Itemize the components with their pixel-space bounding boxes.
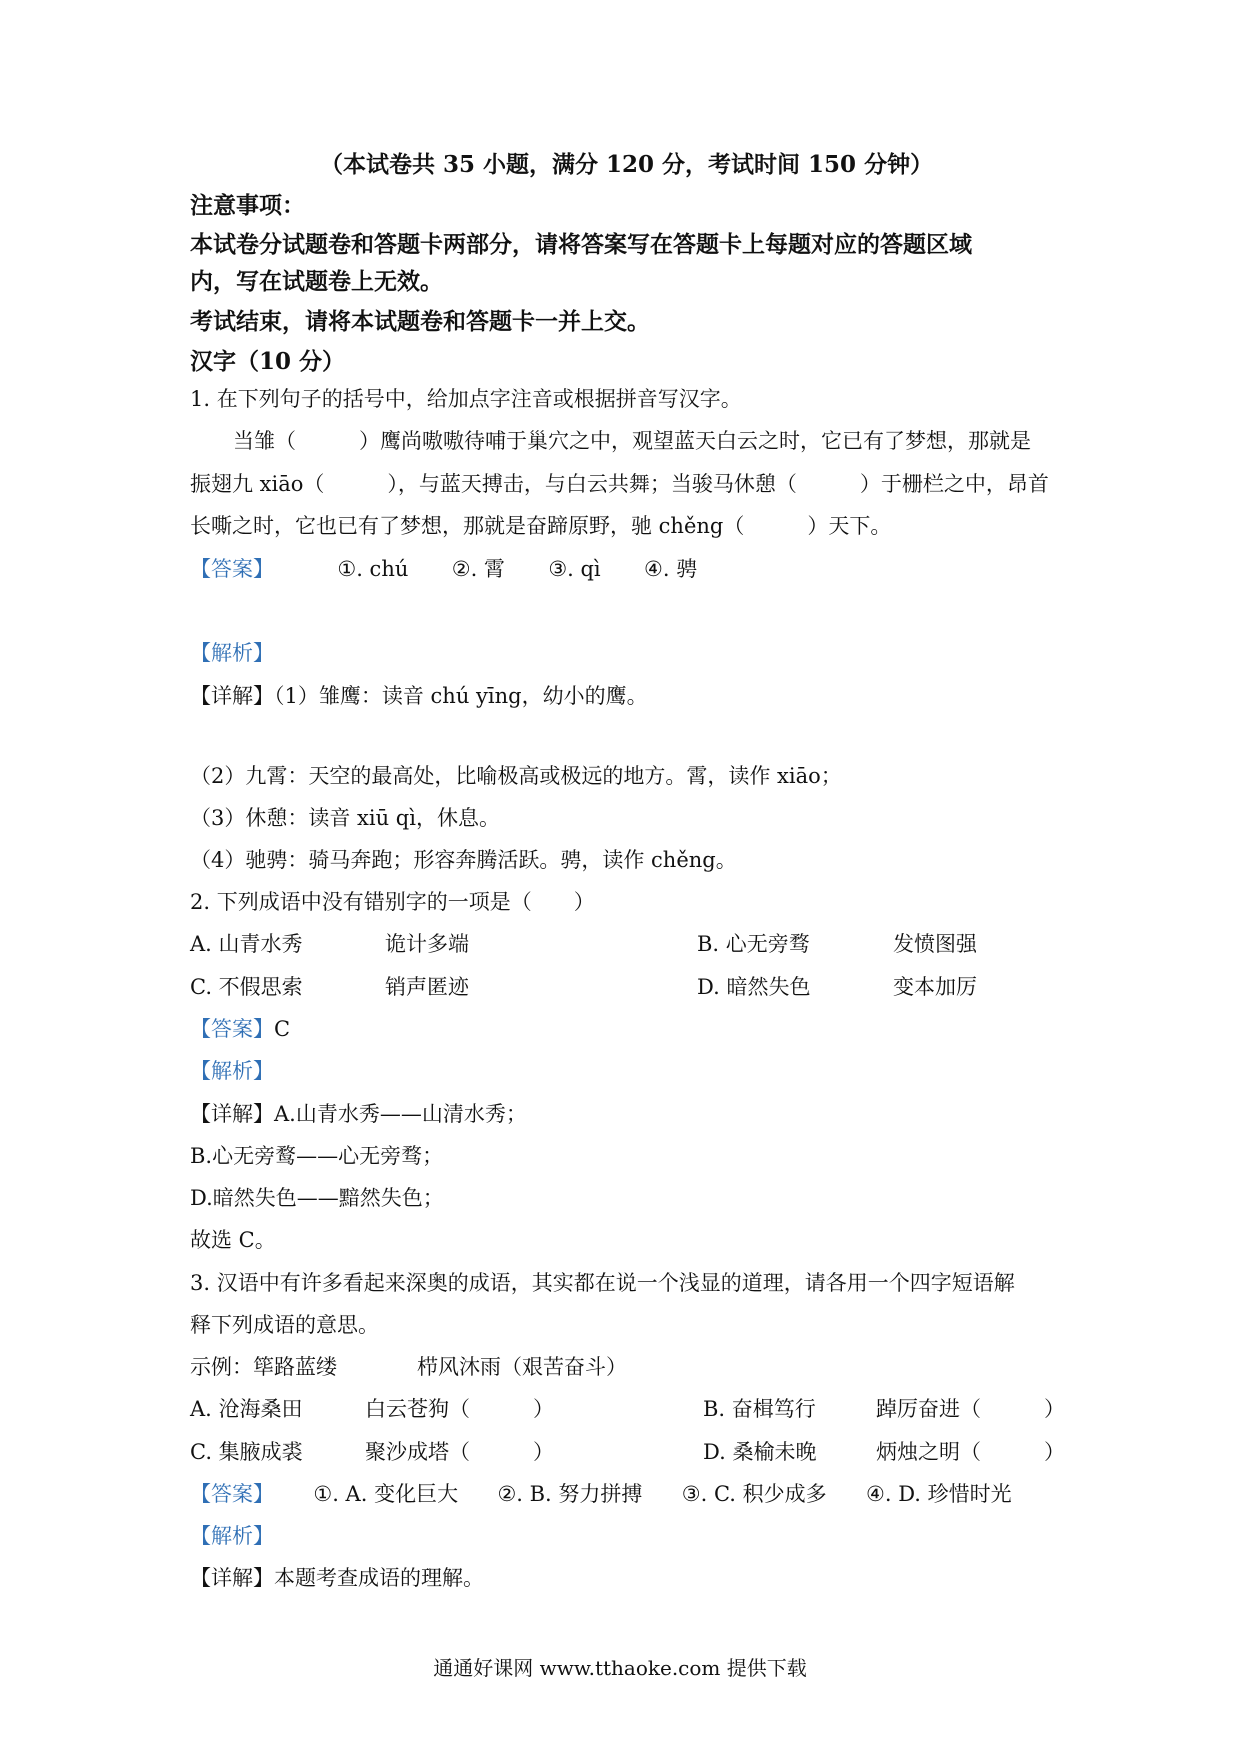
q1-passage-line: 振翅九 xiāo（ ），与蓝天搏击，与白云共舞；当骏马休憩（ ）于栅栏之中，昂首 <box>190 472 1049 496</box>
answer-tag: 【答案】 <box>190 557 274 581</box>
notice-1b: 内，写在试题卷上无效。 <box>190 268 443 295</box>
q3-option-c: C. 集腋成裘 <box>190 1440 303 1464</box>
q3-option-d-2: 炳烛之明（ ） <box>876 1440 1065 1464</box>
analysis-tag: 【解析】 <box>190 1059 274 1083</box>
answer-item: ④. D. 珍惜时光 <box>866 1482 1012 1506</box>
detail-tag: 【详解】 <box>190 1566 274 1590</box>
q3-option-c-2: 聚沙成塔（ ） <box>365 1440 554 1464</box>
q3-detail-line <box>190 1563 484 1593</box>
q2-option-d-2: 变本加厉 <box>893 975 977 999</box>
detail-tag: 【详解】 <box>190 684 274 708</box>
q1-detail-line: （2）九霄：天空的最高处，比喻极高或极远的地方。霄，读作 xiāo； <box>190 764 842 788</box>
q2-option-d: D. 暗然失色 <box>697 975 811 999</box>
q2-stem: 2. 下列成语中没有错别字的一项是（ ） <box>190 890 595 914</box>
q3-stem: 3. 汉语中有许多看起来深奥的成语，其实都在说一个浅显的道理，请各用一个四字短语解 <box>190 1271 1015 1295</box>
q2-option-a: A. 山青水秀 <box>190 932 303 956</box>
q3-stem: 释下列成语的意思。 <box>190 1313 379 1337</box>
q2-option-b-2: 发愤图强 <box>893 932 977 956</box>
answer-item: ③. C. 积少成多 <box>681 1482 827 1506</box>
answer-item: ①. A. 变化巨大 <box>313 1482 459 1506</box>
q3-example-2: 栉风沐雨（艰苦奋斗） <box>417 1355 627 1379</box>
detail-text: A.山青水秀——山清水秀； <box>274 1102 527 1126</box>
analysis-tag: 【解析】 <box>190 641 274 665</box>
answer-item: ③. qì <box>548 557 601 581</box>
q2-detail-line: B.心无旁鹜——心无旁骛； <box>190 1144 444 1168</box>
q2-option-b: B. 心无旁骛 <box>697 932 810 956</box>
q3-answer-row <box>190 1479 1012 1509</box>
analysis-tag: 【解析】 <box>190 1524 274 1548</box>
q1-passage-line: 当雏（ ）鹰尚嗷嗷待哺于巢穴之中，观望蓝天白云之时，它已有了梦想，那就是 <box>233 429 1031 453</box>
notice-2: 考试结束，请将本试题卷和答题卡一并上交。 <box>190 308 650 335</box>
q2-answer-row <box>190 1014 290 1044</box>
section-title: 汉字（10 分） <box>190 348 346 375</box>
q2-detail-line: 故选 C。 <box>190 1228 276 1252</box>
answer-item: ④. 骋 <box>644 557 698 581</box>
answer-item: C <box>274 1017 291 1041</box>
notice-title: 注意事项： <box>190 192 305 219</box>
q3-example: 示例：筚路蓝缕 <box>190 1355 337 1379</box>
q3-option-d: D. 桑榆未晚 <box>703 1440 817 1464</box>
detail-tag: 【详解】 <box>190 1102 274 1126</box>
answer-item: ②. 霄 <box>451 557 505 581</box>
q2-detail-line <box>190 1099 527 1129</box>
q1-detail-line: （4）驰骋：骑马奔跑；形容奔腾活跃。骋，读作 chěng。 <box>190 848 737 872</box>
notice-1a: 本试卷分试题卷和答题卡两部分，请将答案写在答题卡上每题对应的答题区域 <box>190 231 972 258</box>
q3-option-a: A. 沧海桑田 <box>190 1397 303 1421</box>
footer-watermark: 通通好课网 www.tthaoke.com 提供下载 <box>433 1656 807 1680</box>
q3-option-b: B. 奋楫笃行 <box>703 1397 816 1421</box>
q1-passage-line: 长嘶之时，它也已有了梦想，那就是奋蹄原野，驰 chěng（ ）天下。 <box>190 514 892 538</box>
q2-detail-line: D.暗然失色——黯然失色； <box>190 1186 444 1210</box>
q1-stem: 1. 在下列句子的括号中，给加点字注音或根据拼音写汉字。 <box>190 387 742 411</box>
answer-item: ①. chú <box>337 557 409 581</box>
detail-text: （1）雏鹰：读音 chú yīng，幼小的鹰。 <box>274 684 648 708</box>
answer-tag: 【答案】 <box>190 1482 274 1506</box>
q1-detail-line <box>190 681 648 711</box>
q2-option-c-2: 销声匿迹 <box>385 975 469 999</box>
q3-option-b-2: 踔厉奋进（ ） <box>876 1397 1065 1421</box>
q1-detail-line: （3）休憩：读音 xiū qì，休息。 <box>190 806 500 830</box>
q2-option-a-2: 诡计多端 <box>385 932 469 956</box>
answer-item: ②. B. 努力拼搏 <box>497 1482 643 1506</box>
answer-tag: 【答案】 <box>190 1017 274 1041</box>
exam-info: （本试卷共 35 小题，满分 120 分，考试时间 150 分钟） <box>320 151 934 178</box>
detail-text: 本题考查成语的理解。 <box>274 1566 484 1590</box>
q3-option-a-2: 白云苍狗（ ） <box>365 1397 554 1421</box>
q1-answer-row <box>190 554 697 584</box>
q2-option-c: C. 不假思索 <box>190 975 303 999</box>
